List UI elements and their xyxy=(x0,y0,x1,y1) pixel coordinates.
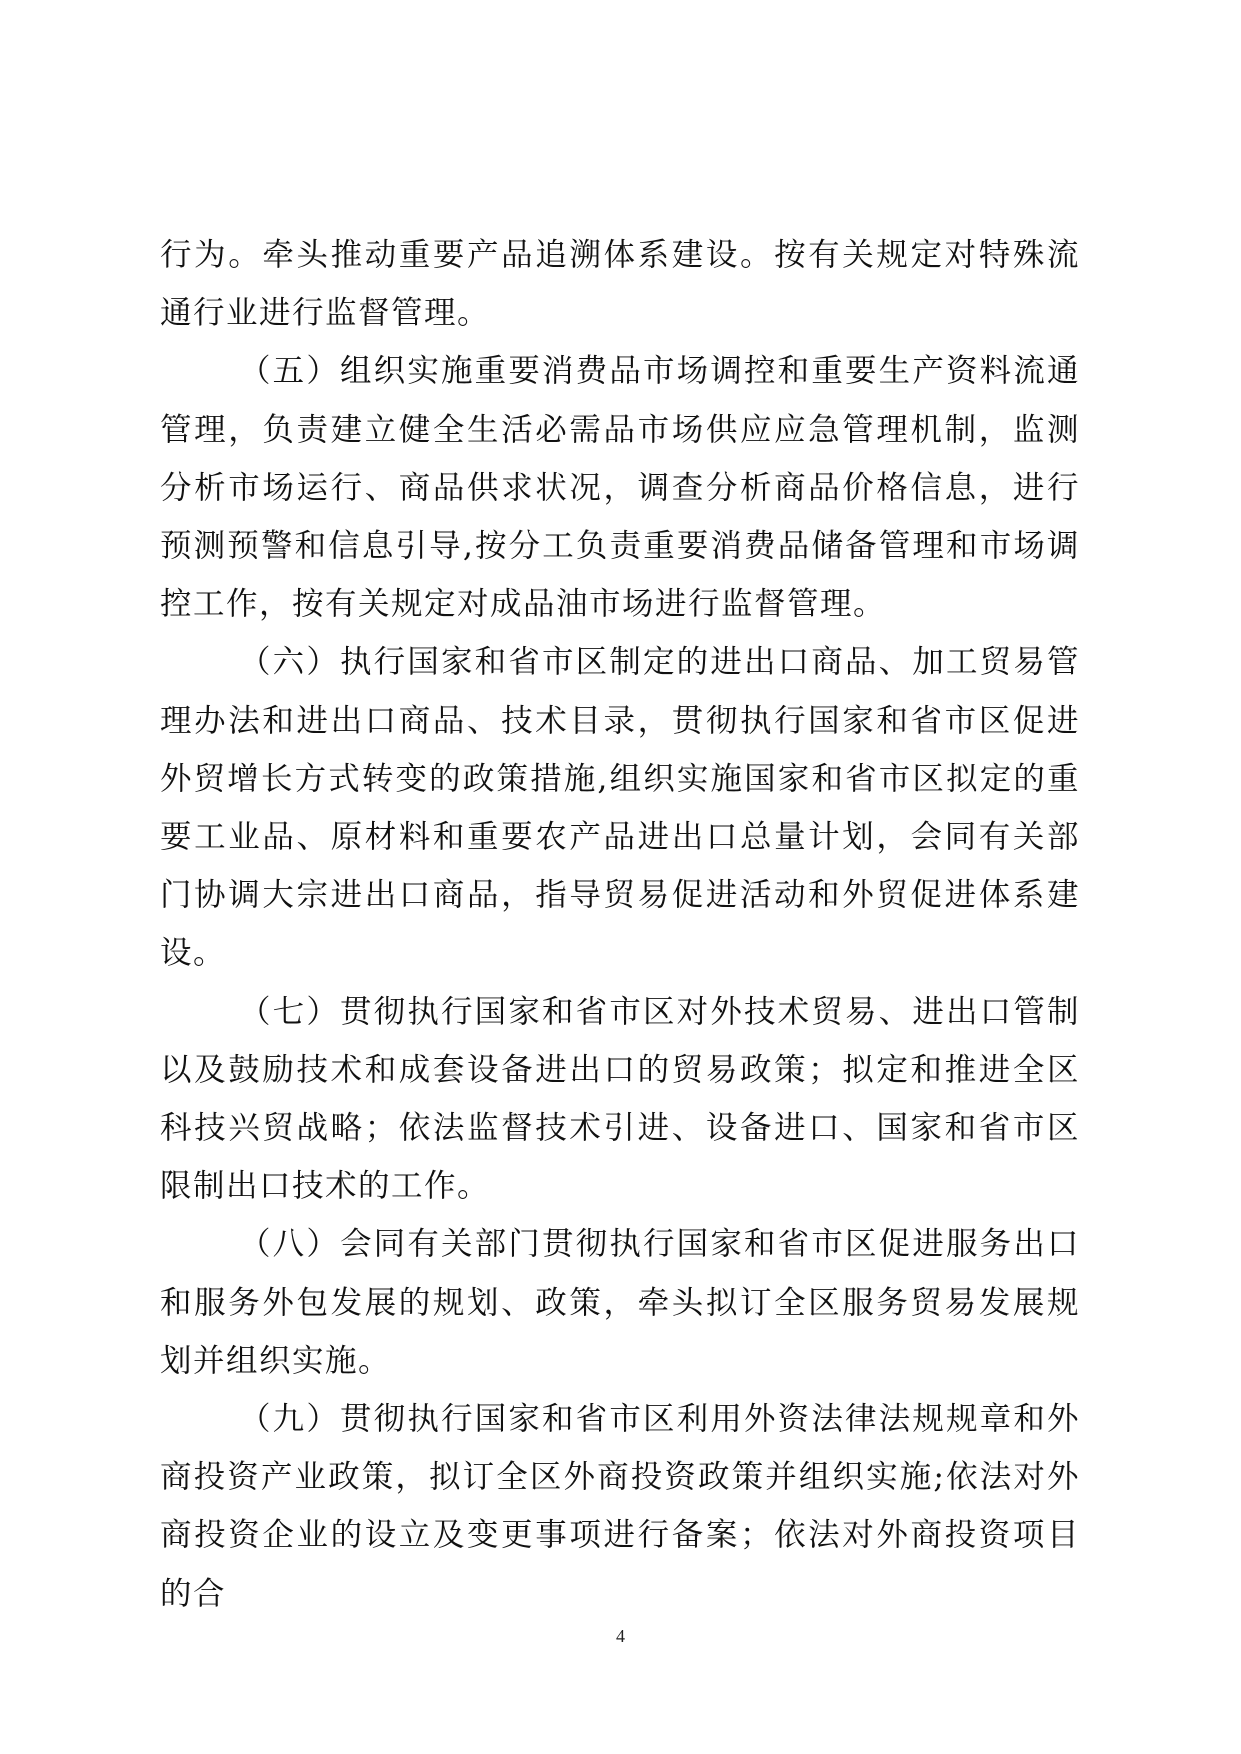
page-number: 4 xyxy=(616,1626,625,1646)
paragraph-item-5: （五）组织实施重要消费品市场调控和重要生产资料流通管理，负责建立健全生活必需品市场供应应急管理机制，监测分析市场运行、商品供求状况，调查分析商品价格信息，进行预测预警和信息引导,按分工负责重要消费品储备管理和市场调控工作，按有关规定对成品油市场进行监督管理。 xyxy=(160,353,1080,623)
paragraph-continuation: 行为。牵头推动重要产品追溯体系建设。按有关规定对特殊流通行业进行监督管理。 xyxy=(160,237,1080,332)
paragraph-item-7: （七）贯彻执行国家和省市区对外技术贸易、进出口管制以及鼓励技术和成套设备进出口的贸易政策；拟定和推进全区科技兴贸战略；依法监督技术引进、设备进口、国家和省市区限制出口技术的工作。 xyxy=(160,993,1080,1205)
paragraph-item-9: （九）贯彻执行国家和省市区利用外资法律法规规章和外商投资产业政策，拟订全区外商投资政策并组织实施;依法对外商投资企业的设立及变更事项进行备案；依法对外商投资项目的合 xyxy=(160,1401,1080,1612)
paragraph-item-8: （八）会同有关部门贯彻执行国家和省市区促进服务出口和服务外包发展的规划、政策，牵头拟订全区服务贸易发展规划并组织实施。 xyxy=(160,1226,1080,1379)
body-text xyxy=(160,226,1080,1623)
paragraph-item-6: （六）执行国家和省市区制定的进出口商品、加工贸易管理办法和进出口商品、技术目录，贯彻执行国家和省市区促进外贸增长方式转变的政策措施,组织实施国家和省市区拟定的重要工业品、原材料和重要农产品进出口总量计划，会同有关部门协调大宗进出口商品，指导贸易促进活动和外贸促进体系建设。 xyxy=(160,644,1080,972)
